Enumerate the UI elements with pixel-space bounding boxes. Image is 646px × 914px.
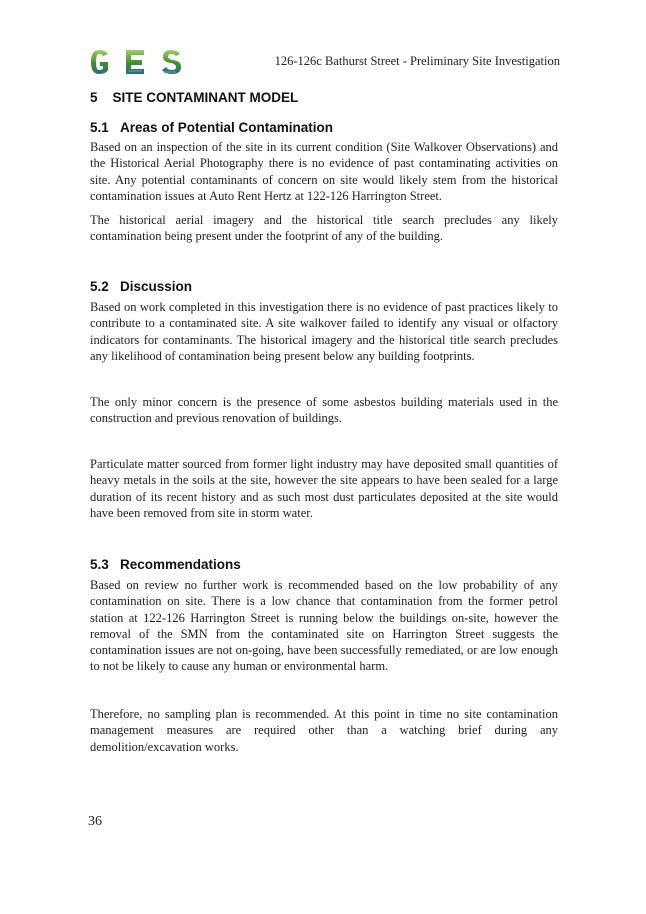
paragraph: The only minor concern is the presence of some asbestos building materials used in the construction and previous renovation of buildings. [90, 395, 558, 426]
section-heading [90, 90, 298, 105]
subsection-title: Discussion [120, 279, 193, 294]
subsection-heading [90, 279, 192, 294]
subsection-title: Recommendations [120, 557, 241, 572]
document-header-title: 126-126c Bathurst Street - Preliminary Site Investigation [274, 54, 560, 68]
subsection-number: 5.2 [90, 279, 109, 294]
paragraph: Therefore, no sampling plan is recommended. At this point in time no site contamination management measures are required other than a watching brief during any demolition/excavation works. [90, 707, 558, 754]
paragraph: Particulate matter sourced from former light industry may have deposited small quantities of heavy metals in the soils at the site, however the site appears to have been sealed for a large duration of its recent history and as such most dust particulates deposited at the site would have been removed from site in storm water. [90, 457, 558, 520]
subsection-number: 5.1 [90, 120, 109, 135]
paragraph: Based on work completed in this investigation there is no evidence of past practices likely to contribute to a contaminated site. A site walkover failed to identify any visual or olfactory indicators for contaminants. The historical imagery and the historical title search precludes any likelihood of contamination being present below any building footprints. [90, 300, 558, 363]
page-number: 36 [88, 814, 102, 829]
subsection-title: Areas of Potential Contamination [120, 120, 334, 135]
paragraph: Based on an inspection of the site in its current condition (Site Walkover Observations) and the Historical Aerial Photography there is no evidence of past contaminating activities on site. Any potential contaminants of concern on site would likely stem from the historical contamination issues at Auto Rent Hertz at 122-126 Harrington Street. [90, 140, 558, 203]
paragraph: Based on review no further work is recommended based on the low probability of any contamination on site. There is a low chance that contamination from the former petrol station at 122-126 Harrington Street is running below the buildings on-site, however the removal of the SMN from the contaminated site on Harrington Street suggests the contamination issues are not on-going, have been successfully remediated, or are low enough to not be likely to cause any human or environmental harm. [90, 578, 558, 674]
subsection-heading [90, 557, 241, 572]
section-title: SITE CONTAMINANT MODEL [112, 90, 299, 105]
page-header [88, 44, 560, 80]
paragraph: The historical aerial imagery and the historical title search precludes any likely contamination being present under the footprint of any of the building. [90, 213, 558, 244]
ges-logo [88, 46, 198, 78]
section-number: 5 [90, 90, 98, 105]
subsection-heading [90, 120, 333, 135]
subsection-number: 5.3 [90, 557, 109, 572]
